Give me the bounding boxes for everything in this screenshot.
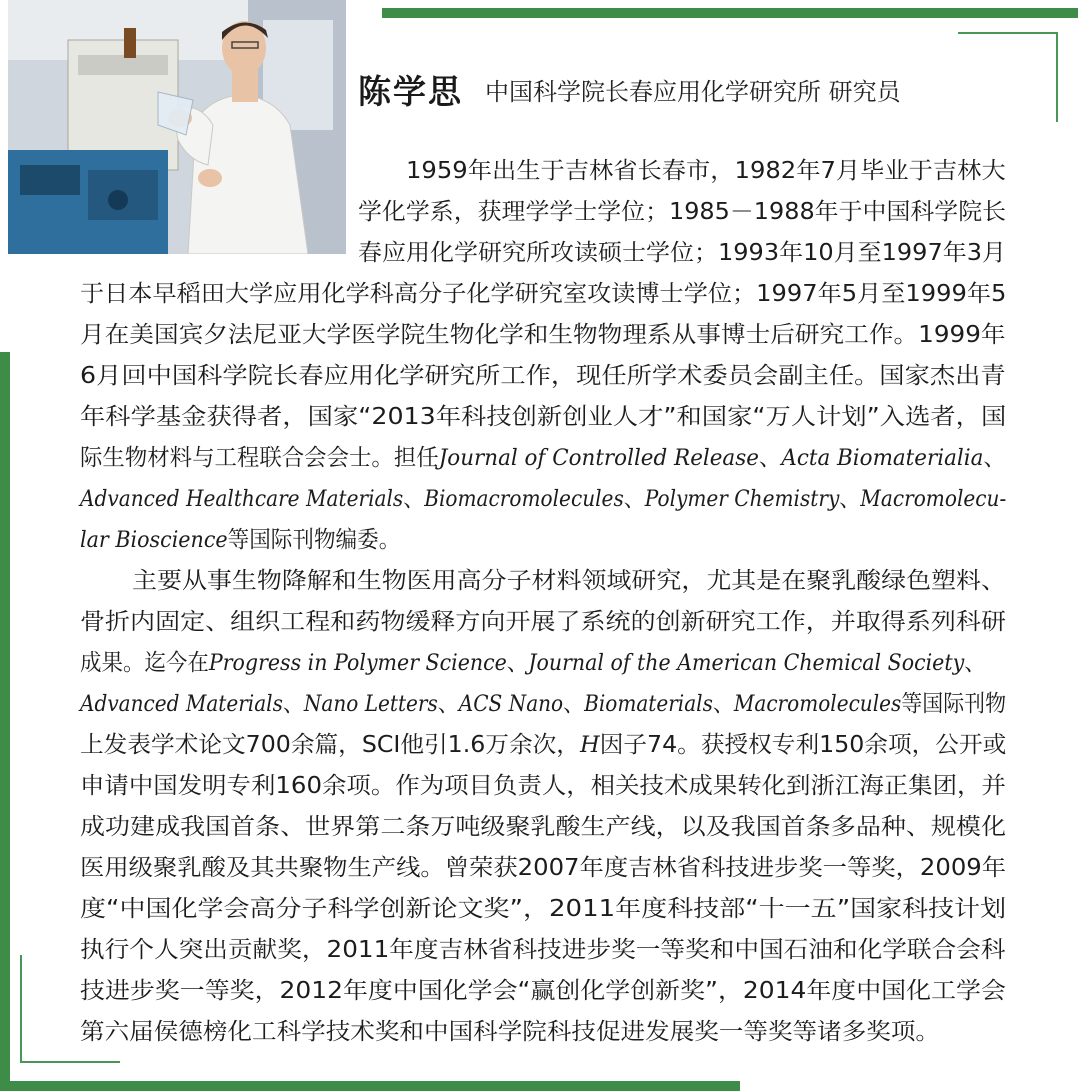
text-segment: 、 (964, 650, 986, 676)
journal-title: ACS Nano (458, 692, 564, 717)
research-line (80, 1015, 940, 1049)
text-segment: 于日本早稻田大学应用化学科高分子化学研究室攻读博士学位；1997年5月至1999年5 (80, 281, 1007, 307)
journal-title: Biomaterials (584, 692, 713, 717)
bio-line (80, 277, 1006, 311)
text-segment: 、 (282, 691, 304, 717)
text-segment: 上发表学术论文700余篇，SCI他引1.6万余次， (80, 732, 580, 758)
frame-bottom-bar (0, 1081, 740, 1091)
bio-line (80, 441, 1006, 475)
text-segment: 成功建成我国首条、世界第二条万吨级聚乳酸生产线，以及我国首条多品种、规模化 (80, 814, 1006, 840)
frame-top-bar (382, 8, 1078, 18)
journal-title: Advanced Healthcare Materials (80, 487, 404, 512)
research-line (80, 769, 1006, 803)
frame-top-inner (958, 32, 1058, 34)
journal-title: Macromolecules (733, 692, 902, 717)
text-segment: 、 (839, 486, 861, 512)
text-segment: 成果。迄今在 (80, 650, 209, 676)
text-segment: 技进步奖一等奖，2012年度中国化学会“赢创化学创新奖”，2014年度中国化工学会 (80, 978, 1006, 1004)
journal-title: Journal of the American Chemical Society (528, 651, 965, 676)
text-segment: 因子74。获授权专利150余项，公开或 (599, 732, 1007, 758)
profile-header (358, 66, 1058, 116)
research-line (80, 687, 1006, 721)
text-segment: 、 (623, 486, 645, 512)
text-segment: 年科学基金获得者，国家“2013年科技创新创业人才”和国家“万人计划”入选者，国 (80, 404, 1007, 430)
bio-line (358, 195, 1006, 229)
research-line (80, 605, 1006, 639)
person-name: 陈学思 (358, 72, 463, 111)
text-segment: 、 (506, 650, 529, 676)
journal-title: Polymer Chemistry (644, 487, 840, 512)
text-segment: 6月回中国科学院长春应用化学研究所工作，现任所学术委员会副主任。国家杰出青 (80, 363, 1006, 389)
research-line (132, 564, 1006, 598)
text-segment: 等国际刊物 (901, 691, 1007, 717)
text-segment: 、 (983, 445, 1006, 471)
journal-title: Advanced Materials (80, 692, 283, 717)
text-segment: 际生物材料与工程联合会会士。担任 (80, 445, 439, 471)
text-segment: 第六届侯德榜化工科学技术奖和中国科学院科技促进发展奖一等奖等诸多奖项。 (80, 1019, 940, 1045)
bio-line (358, 236, 1006, 270)
research-line (80, 933, 1006, 967)
journal-title: Journal of Controlled Release (438, 446, 759, 471)
text-segment: 、 (403, 486, 425, 512)
text-segment: 、 (712, 691, 734, 717)
frame-bottom-inner (20, 1061, 120, 1063)
journal-title: Nano Letters (303, 692, 438, 717)
text-segment: 学化学系，获理学学士学位；1985－1988年于中国科学院长 (358, 199, 1007, 225)
text-segment: 度“中国化学会高分子科学创新论文奖”，2011年度科技部“十一五”国家科技计划 (80, 896, 1007, 922)
frame-left-bar (0, 352, 10, 1091)
journal-title: Biomacromolecules (424, 487, 624, 512)
text-segment: 申请中国发明专利160余项。作为项目负责人，相关技术成果转化到浙江海正集团，并 (80, 773, 1006, 799)
text-segment: 骨折内固定、组织工程和药物缓释方向开展了系统的创新研究工作，并取得系列科研 (80, 609, 1006, 635)
text-segment: 春应用化学研究所攻读硕士学位；1993年10月至1997年3月 (358, 240, 1006, 266)
text-segment: 、 (563, 691, 585, 717)
journal-title: Macromolecu- (860, 487, 1007, 512)
text-segment: 医用级聚乳酸及其共聚物生产线。曾荣获2007年度吉林省科技进步奖一等奖，2009年 (80, 855, 1007, 881)
text-segment: 月在美国宾夕法尼亚大学医学院生物化学和生物物理系从事博士后研究工作。1999年 (80, 322, 1006, 348)
bio-line (80, 318, 1006, 352)
bio-line (406, 154, 1006, 188)
journal-title: Acta Biomaterialia (781, 446, 984, 471)
text-segment: 、 (758, 445, 782, 471)
bio-line (80, 482, 1006, 516)
research-line (80, 851, 1006, 885)
research-line (80, 892, 1006, 926)
text-segment: 、 (437, 691, 459, 717)
frame-left-inner (20, 955, 22, 1063)
journal-title: Progress in Polymer Science (208, 651, 507, 676)
bio-line (80, 400, 1006, 434)
research-line (80, 810, 1006, 844)
text-segment: 1959年出生于吉林省长春市，1982年7月毕业于吉林大 (406, 158, 1006, 184)
text-segment: 主要从事生物降解和生物医用高分子材料领域研究，尤其是在聚乳酸绿色塑料、 (132, 568, 1006, 594)
text-segment: 等国际刊物编委。 (227, 527, 401, 553)
affiliation: 中国科学院长春应用化学研究所 研究员 (485, 78, 901, 106)
bio-line (80, 523, 400, 557)
journal-title: H (579, 733, 600, 758)
research-line (80, 728, 1006, 762)
research-line (80, 974, 1006, 1008)
research-line (80, 646, 986, 680)
journal-title: lar Bioscience (80, 528, 228, 553)
portrait-photo (8, 0, 346, 254)
bio-line (80, 359, 1006, 393)
text-segment: 执行个人突出贡献奖，2011年度吉林省科技进步奖一等奖和中国石油和化学联合会科 (80, 937, 1006, 963)
